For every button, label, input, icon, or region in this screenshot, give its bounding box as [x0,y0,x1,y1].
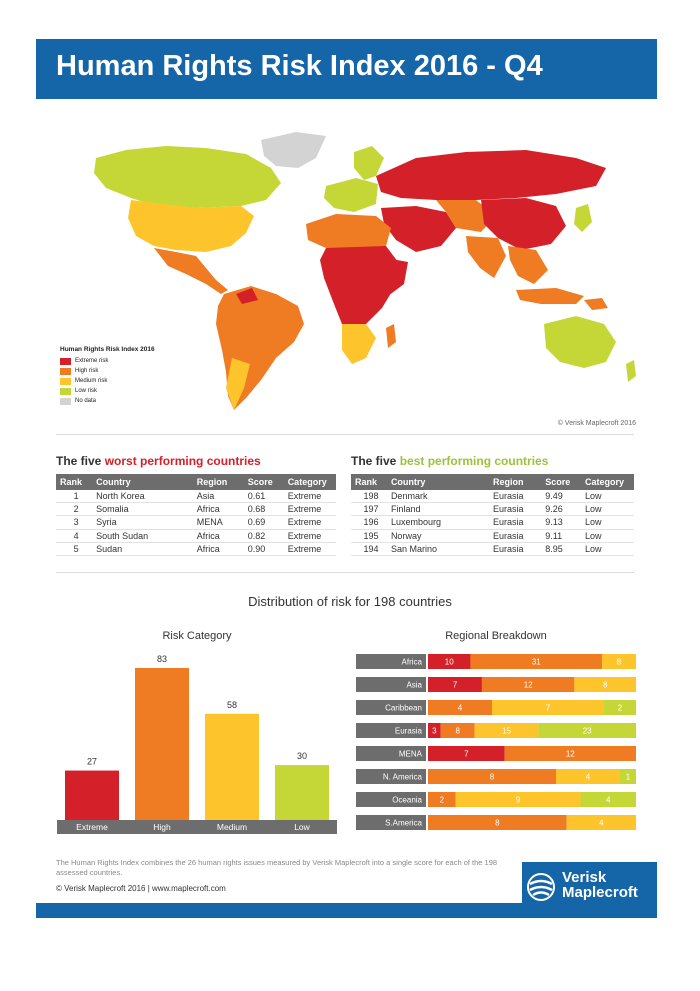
region-label: Eurasia [394,726,422,736]
table-cell: 196 [351,516,387,529]
segment-value: 1 [625,772,631,782]
table-cell: Denmark [387,490,489,503]
table-cell: Syria [92,516,193,529]
table-cell: 8.95 [541,542,581,555]
worst-title-highlight: worst performing countries [104,454,261,468]
segment-value: 8 [602,680,608,690]
map-canada [94,146,281,208]
table-cell: Asia [193,490,244,503]
risk-category-chart [57,652,337,834]
footer-copyright: © Verisk Maplecroft 2016 | www.maplecroft.com [56,884,226,893]
column-header: Category [581,474,634,490]
legend-swatch [60,358,71,365]
table-cell: 9.49 [541,490,581,503]
page-title: Human Rights Risk Index 2016 - Q4 [56,50,543,82]
legend-label: High risk [75,368,99,374]
table-body [351,490,634,555]
table-cell: South Sudan [92,529,193,542]
table-cell: 194 [351,542,387,555]
legend-label: Medium risk [75,378,108,384]
map-greenland [261,132,326,168]
bar-value-label: 30 [296,751,308,762]
region-label: S.America [385,818,422,828]
map-central-america [154,248,228,294]
legend-item [60,366,155,376]
region-label: Caribbean [385,703,422,713]
table-row [351,503,634,516]
legend-items [60,356,155,406]
legend-item [60,356,155,366]
regional-breakdown-title: Regional Breakdown [445,630,547,642]
segment-value: 8 [616,657,622,667]
table-cell: 9.13 [541,516,581,529]
table-cell: Extreme [284,490,336,503]
logo-line2: Maplecroft [562,884,638,901]
legend-label: Extreme risk [75,358,109,364]
table-row [351,529,634,542]
divider [56,434,634,435]
legend-label: Low risk [75,388,98,394]
table-row [56,542,336,555]
map-russia [376,150,606,200]
distribution-title: Distribution of risk for 198 countries [248,594,452,609]
table-cell: 4 [56,529,92,542]
table-cell: Africa [193,542,244,555]
map-usa [128,200,254,252]
map-japan [574,204,592,232]
map-north-africa [306,214,391,250]
table-cell: 2 [56,503,92,516]
table-cell: Finland [387,503,489,516]
table-row [351,542,634,555]
table-cell: Eurasia [489,490,541,503]
legend-swatch [60,368,71,375]
table-cell: Low [581,542,634,555]
table-cell: Eurasia [489,529,541,542]
region-label: N. America [382,772,422,782]
map-madagascar [386,324,396,348]
table-cell: Low [581,503,634,516]
table-cell: 0.61 [244,490,284,503]
column-header: Country [387,474,489,490]
logo-line1: Verisk [562,869,607,886]
table-cell: 195 [351,529,387,542]
legend-swatch [60,378,71,385]
bar-low [275,765,329,820]
bar-value-label: 58 [226,699,238,710]
legend-swatch [60,398,71,405]
worst-countries-table [56,474,336,556]
table-cell: 0.90 [244,542,284,555]
table-cell: Eurasia [489,542,541,555]
segment-value: 4 [599,818,604,828]
segment-value: 31 [531,657,541,667]
segment-value: 8 [455,726,460,736]
logo-text [562,870,638,900]
column-header: Rank [56,474,92,490]
segment-value: 4 [606,795,611,805]
divider [56,572,634,573]
regional-breakdown-chart [356,654,638,838]
segment-value: 7 [452,680,458,690]
table-cell: 0.68 [244,503,284,516]
table-row [351,490,634,503]
footer-bar [36,903,657,918]
table-cell: Low [581,516,634,529]
table-cell: 9.26 [541,503,581,516]
best-table-title [351,454,548,468]
legend-swatch [60,388,71,395]
category-label: Extreme [76,822,108,832]
map-southern-africa [342,324,376,364]
region-label: MENA [398,749,422,759]
worst-table-title [56,454,261,468]
best-title-prefix: The five [351,454,400,468]
header-banner [36,39,657,99]
legend-title: Human Rights Risk Index 2016 [60,346,155,353]
legend-label: No data [75,398,97,404]
table-cell: Eurasia [489,516,541,529]
column-header: Score [244,474,284,490]
table-cell: 1 [56,490,92,503]
segment-value: 3 [432,726,437,736]
table-cell: North Korea [92,490,193,503]
legend-item [60,396,155,406]
segment-value: 9 [515,795,521,805]
segment-value: 4 [457,703,463,713]
column-header: Region [193,474,244,490]
region-label: Africa [401,657,422,667]
segment-value: 2 [439,795,445,805]
map-indonesia [516,288,584,304]
table-cell: Somalia [92,503,193,516]
segment-value: 8 [489,772,495,782]
table-row [56,490,336,503]
bar-value-label: 83 [156,654,168,664]
segment-value: 15 [502,726,511,736]
table-cell: 0.82 [244,529,284,542]
column-header: Country [92,474,193,490]
table-row [56,529,336,542]
segment-value: 7 [464,749,469,759]
segment-value: 12 [565,749,575,759]
table-cell: Low [581,490,634,503]
table-cell: Extreme [284,529,336,542]
table-row [56,516,336,529]
map-australia [544,316,616,368]
map-png [584,298,608,310]
table-body [56,490,336,555]
bar-medium [205,714,259,820]
table-cell: Extreme [284,516,336,529]
table-cell: Low [581,529,634,542]
bar-value-label: 27 [86,756,98,767]
segment-value: 8 [495,818,500,828]
map-west-europe [324,178,378,212]
map-middle-east [381,206,456,252]
segment-value: 4 [585,772,591,782]
table-cell: Africa [193,529,244,542]
best-title-highlight: best performing countries [399,454,549,468]
bar-high [135,668,189,820]
segment-value: 10 [444,657,454,667]
table-row [56,503,336,516]
table-cell: 0.69 [244,516,284,529]
map-copyright: © Verisk Maplecroft 2016 [557,420,636,427]
table-cell: Norway [387,529,489,542]
table-cell: Extreme [284,503,336,516]
region-label: Oceania [392,795,422,805]
best-countries-table [351,474,634,556]
column-header: Rank [351,474,387,490]
segment-value: 23 [582,726,592,736]
table-cell: 5 [56,542,92,555]
table-cell: San Marino [387,542,489,555]
table-row [351,516,634,529]
column-header: Region [489,474,541,490]
table-cell: Eurasia [489,503,541,516]
table-cell: 3 [56,516,92,529]
footnote: The Human Rights Index combines the 26 human rights issues measured by Verisk Maplecroft into a single score for each of the 198 assessed countries. [56,858,498,877]
map-se-asia [508,246,548,284]
segment-value: 2 [617,703,623,713]
legend-item [60,386,155,396]
category-label: Medium [216,822,248,832]
table-cell: 9.11 [541,529,581,542]
segment-value: 12 [523,680,533,690]
table-cell: Extreme [284,542,336,555]
column-header: Category [284,474,336,490]
table-cell: 198 [351,490,387,503]
table-header-row [56,474,336,490]
table-header-row [351,474,634,490]
segment-value: 7 [545,703,551,713]
category-label: Low [294,822,310,832]
globe-swirl-icon [526,872,556,902]
table-cell: MENA [193,516,244,529]
region-label: Asia [406,680,422,690]
table-cell: 197 [351,503,387,516]
bar-extreme [65,771,119,820]
table-cell: Africa [193,503,244,516]
table-cell: Luxembourg [387,516,489,529]
category-label: High [153,822,171,832]
column-header: Score [541,474,581,490]
worst-title-prefix: The five [56,454,105,468]
map-india [466,236,506,278]
legend-item [60,376,155,386]
table-cell: Sudan [92,542,193,555]
map-legend [60,346,155,406]
risk-category-title: Risk Category [162,630,232,642]
map-new-zealand [626,360,636,382]
